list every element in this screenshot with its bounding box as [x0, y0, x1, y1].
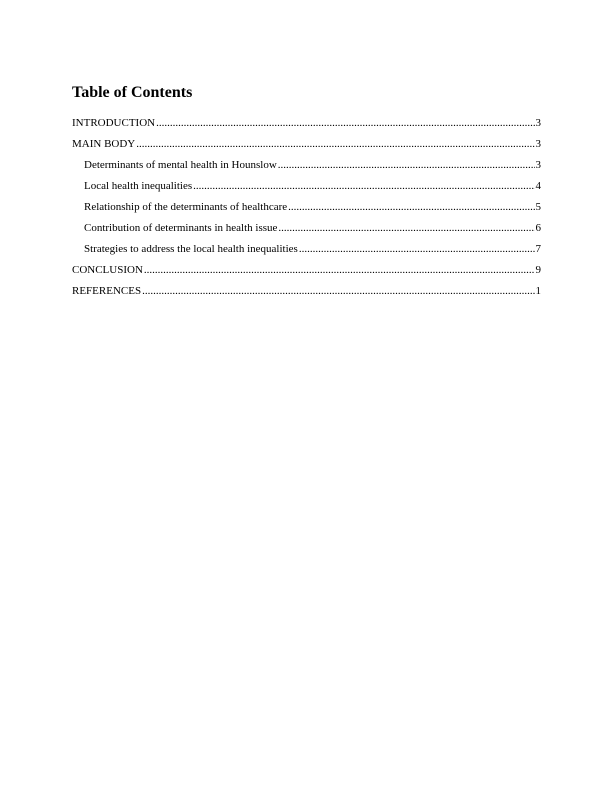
toc-dot-leader: [288, 200, 534, 214]
toc-dot-leader: [142, 284, 534, 298]
toc-entry-local-health-inequalities[interactable]: [72, 179, 541, 200]
toc-dot-leader: [278, 221, 534, 235]
toc-entry-conclusion[interactable]: [72, 263, 541, 284]
toc-entry-strategies[interactable]: [72, 242, 541, 263]
toc-dot-leader: [278, 158, 535, 172]
toc-entry-references[interactable]: [72, 284, 541, 305]
toc-entry-page-number: 6: [535, 222, 541, 234]
toc-entry-label: Contribution of determinants in health issue: [84, 222, 278, 234]
toc-entry-page-number: 5: [535, 201, 541, 213]
toc-entry-label: INTRODUCTION: [72, 117, 156, 129]
toc-dot-leader: [156, 116, 534, 130]
toc-entry-contribution-determinants[interactable]: [72, 221, 541, 242]
toc-entry-relationship-determinants[interactable]: [72, 200, 541, 221]
toc-dot-leader: [144, 263, 535, 277]
toc-title: Table of Contents: [72, 84, 193, 101]
toc-dot-leader: [193, 179, 534, 193]
toc-entry-page-number: 3: [535, 159, 541, 171]
toc-entry-page-number: 7: [535, 243, 541, 255]
toc-entry-label: CONCLUSION: [72, 264, 143, 276]
toc-entry-label: MAIN BODY: [72, 138, 136, 150]
toc-list: [72, 116, 541, 305]
toc-entry-page-number: 9: [535, 264, 541, 276]
toc-entry-page-number: 3: [535, 117, 541, 129]
toc-entry-label: Strategies to address the local health inequalities: [84, 243, 298, 255]
toc-entry-page-number: 3: [535, 138, 541, 150]
toc-entry-label: Relationship of the determinants of healthcare: [84, 201, 288, 213]
toc-entry-label: Determinants of mental health in Hounslow: [84, 159, 277, 171]
toc-entry-label: Local health inequalities: [84, 180, 193, 192]
toc-entry-page-number: 4: [535, 180, 541, 192]
toc-entry-determinants-mental-health[interactable]: [72, 158, 541, 179]
toc-dot-leader: [299, 242, 535, 256]
toc-entry-main-body[interactable]: [72, 137, 541, 158]
toc-entry-introduction[interactable]: [72, 116, 541, 137]
toc-entry-page-number: 1: [535, 285, 541, 297]
toc-entry-label: REFERENCES: [72, 285, 142, 297]
toc-dot-leader: [136, 137, 534, 151]
